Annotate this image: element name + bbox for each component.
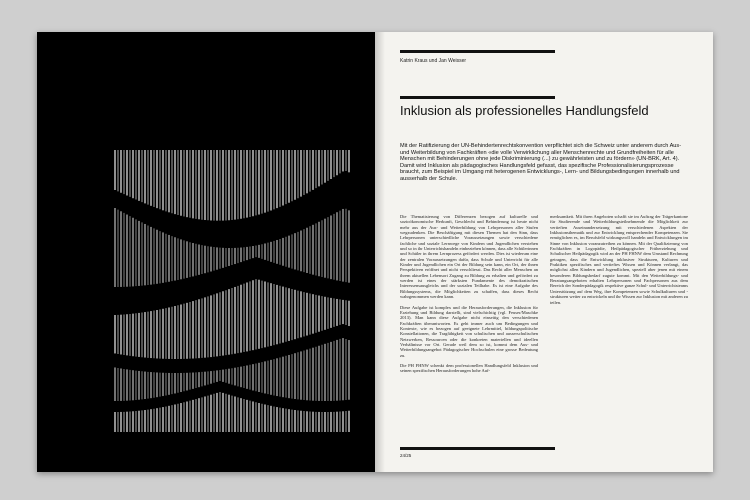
article-title: Inklusion als professionelles Handlungsfeld xyxy=(400,103,649,118)
lead-paragraph: Mit der Ratifizierung der UN-Behindertenrechtskonvention verpflichtet sich die Schweiz unter anderem durch Aus- und Weiterbildung von Fachkräften «die volle Verwirklichung aller Menschenrechte und Grundfreiheiten für alle Menschen mit Behinderungen ohne jede Diskriminierung (...) zu gewährleisten und zu fördern» (UN-BRK, Art. 4). Damit wird Inklusion als pädagogisches Handlungsfeld gefasst, das spezifische Professionalisierungsprozesse braucht, zum Beispiel im Umgang mit heterogenen Entwicklungs-, Lern- und Bildungsbedingungen innerhalb und ausserhalb der Schule. xyxy=(400,143,682,182)
header-rule xyxy=(400,50,555,53)
footer-rule xyxy=(400,447,555,450)
title-rule xyxy=(400,96,555,99)
text-column-1 xyxy=(400,214,538,379)
line-pattern-artwork xyxy=(37,32,375,472)
text-column-2 xyxy=(550,214,688,310)
author-line: Katrin Kraus und Jan Weisser xyxy=(400,58,467,64)
page-numbers: 24/25 xyxy=(400,453,412,458)
body-paragraph: Die PH FHNW schenkt dem professionellen Handlungsfeld Inklusion und seinen spezifischen Herausforderungen hohe Auf- xyxy=(400,362,538,374)
page-gutter-shadow xyxy=(375,32,385,472)
body-paragraph: Die Thematisierung von Differenzen bezogen auf kulturelle und sozioökonomische Herkunft, Geschlecht und Behinderung ist heute nicht mehr aus der Aus- und Weiterbildung von Lehrpersonen aller Stufen wegzudenken. Die Beschäftigung mit diesen Themen hat den Sinn, dass Lehrpersonen unterschiedliche Voraussetzungen sowie verschiedene fachliche und soziale Lernwege von Kindern und Jugendlichen verstehen und so in ihr Unterrichtshandeln einbeziehen können, dass alle Schülerinnen und Schüler in ihrem Lernprozess gefördert werden. Dies ist wiederum eine der zentralen Voraussetzungen dafür, dass Schule und Unterricht für alle Kinder und Jugendlichen ein Ort der Bildung sein kann, ein Ort, der ihnen Perspektiven eröffnet und nicht verschliesst. Das Recht aller Menschen an ihrem aktuellen Lebensort Zugang zu Bildung zu erhalten und gefördert zu werden ist eines der stärksten Fundamente des demokratischen Interessensausgleichs und der sozialen Teilhabe. Es ist eine Aufgabe des Bildungssystems, die Möglichkeiten zu schaffen, dass dieses Recht wahrgenommen werden kann. xyxy=(400,214,538,300)
body-paragraph: Diese Aufgabe ist komplex und die Herausforderungen, die Inklusion für Erziehung und Bildung darstellt, sind vielschichtig (vgl. Feuser/Maschke 2013). Man kann diese Aufgabe nicht einseitig den verschiedenen Fachkräften überantworten. Es geht immer auch um Bedingungen und Kontexte, wie es bezogen auf geeignete Lehrmittel, bildungspolitische Konstellationen, die Tragfähigkeit von schulischen und ausserschulischen Netzwerken, Ressourcen oder die konkreten materiellen und ideellen Verhältnisse vor Ort. Gerade weil dem so ist, kommt dem Aus- und Weiterbildungsangebot Pädagogischer Hochschulen eine grosse Bedeutung zu. xyxy=(400,304,538,358)
book-spread xyxy=(37,32,713,472)
left-page-artwork xyxy=(37,32,375,472)
body-paragraph: merksamkeit. Mit ihren Angeboten schafft sie im Auftrag der Trägerkantone für Studierende und Weiterbildungsteilnehmende die Möglichkeit zur vertieften Auseinandersetzung mit verschiedenen Aspekten der Inklusionsthematik und zur Entwicklung entsprechender Kompetenzen. Sie ermöglichen es, im Berufsfeld wirkungsvoll handeln und Entwicklungen im Sinne von Inklusion voranzutreiben zu können. Mit der Qualifizierung von Fachkräften in Logopädie, Heilpädagogischer Früherziehung und Schulischer Heilpädagogik wird an der PH FHNW dem Umstand Rechnung getragen, dass die Entwicklung inklusiver Strukturen, Kulturen und Praktiken spezifisches und vertieftes Wissen und Können verlangt, das möglichst allen Kindern und Jugendlichen, speziell aber jenen mit einem besonderen Bildungsbedarf zugute kommt. Mit den Weiterbildungs- und Beratungsangeboten erhalten Lehrpersonen und Fachpersonen aus dem Bereich der Sonderpädagogik respektive ganze Schul- und Unterrichtsteams Unterstützung auf dem Weg, ihre Kompetenzen sowie Schulkulturen und -strukturen weiter zu entwickeln und ihr Wissen zur Inklusion mit anderen zu teilen. xyxy=(550,214,688,305)
right-page xyxy=(375,32,713,472)
